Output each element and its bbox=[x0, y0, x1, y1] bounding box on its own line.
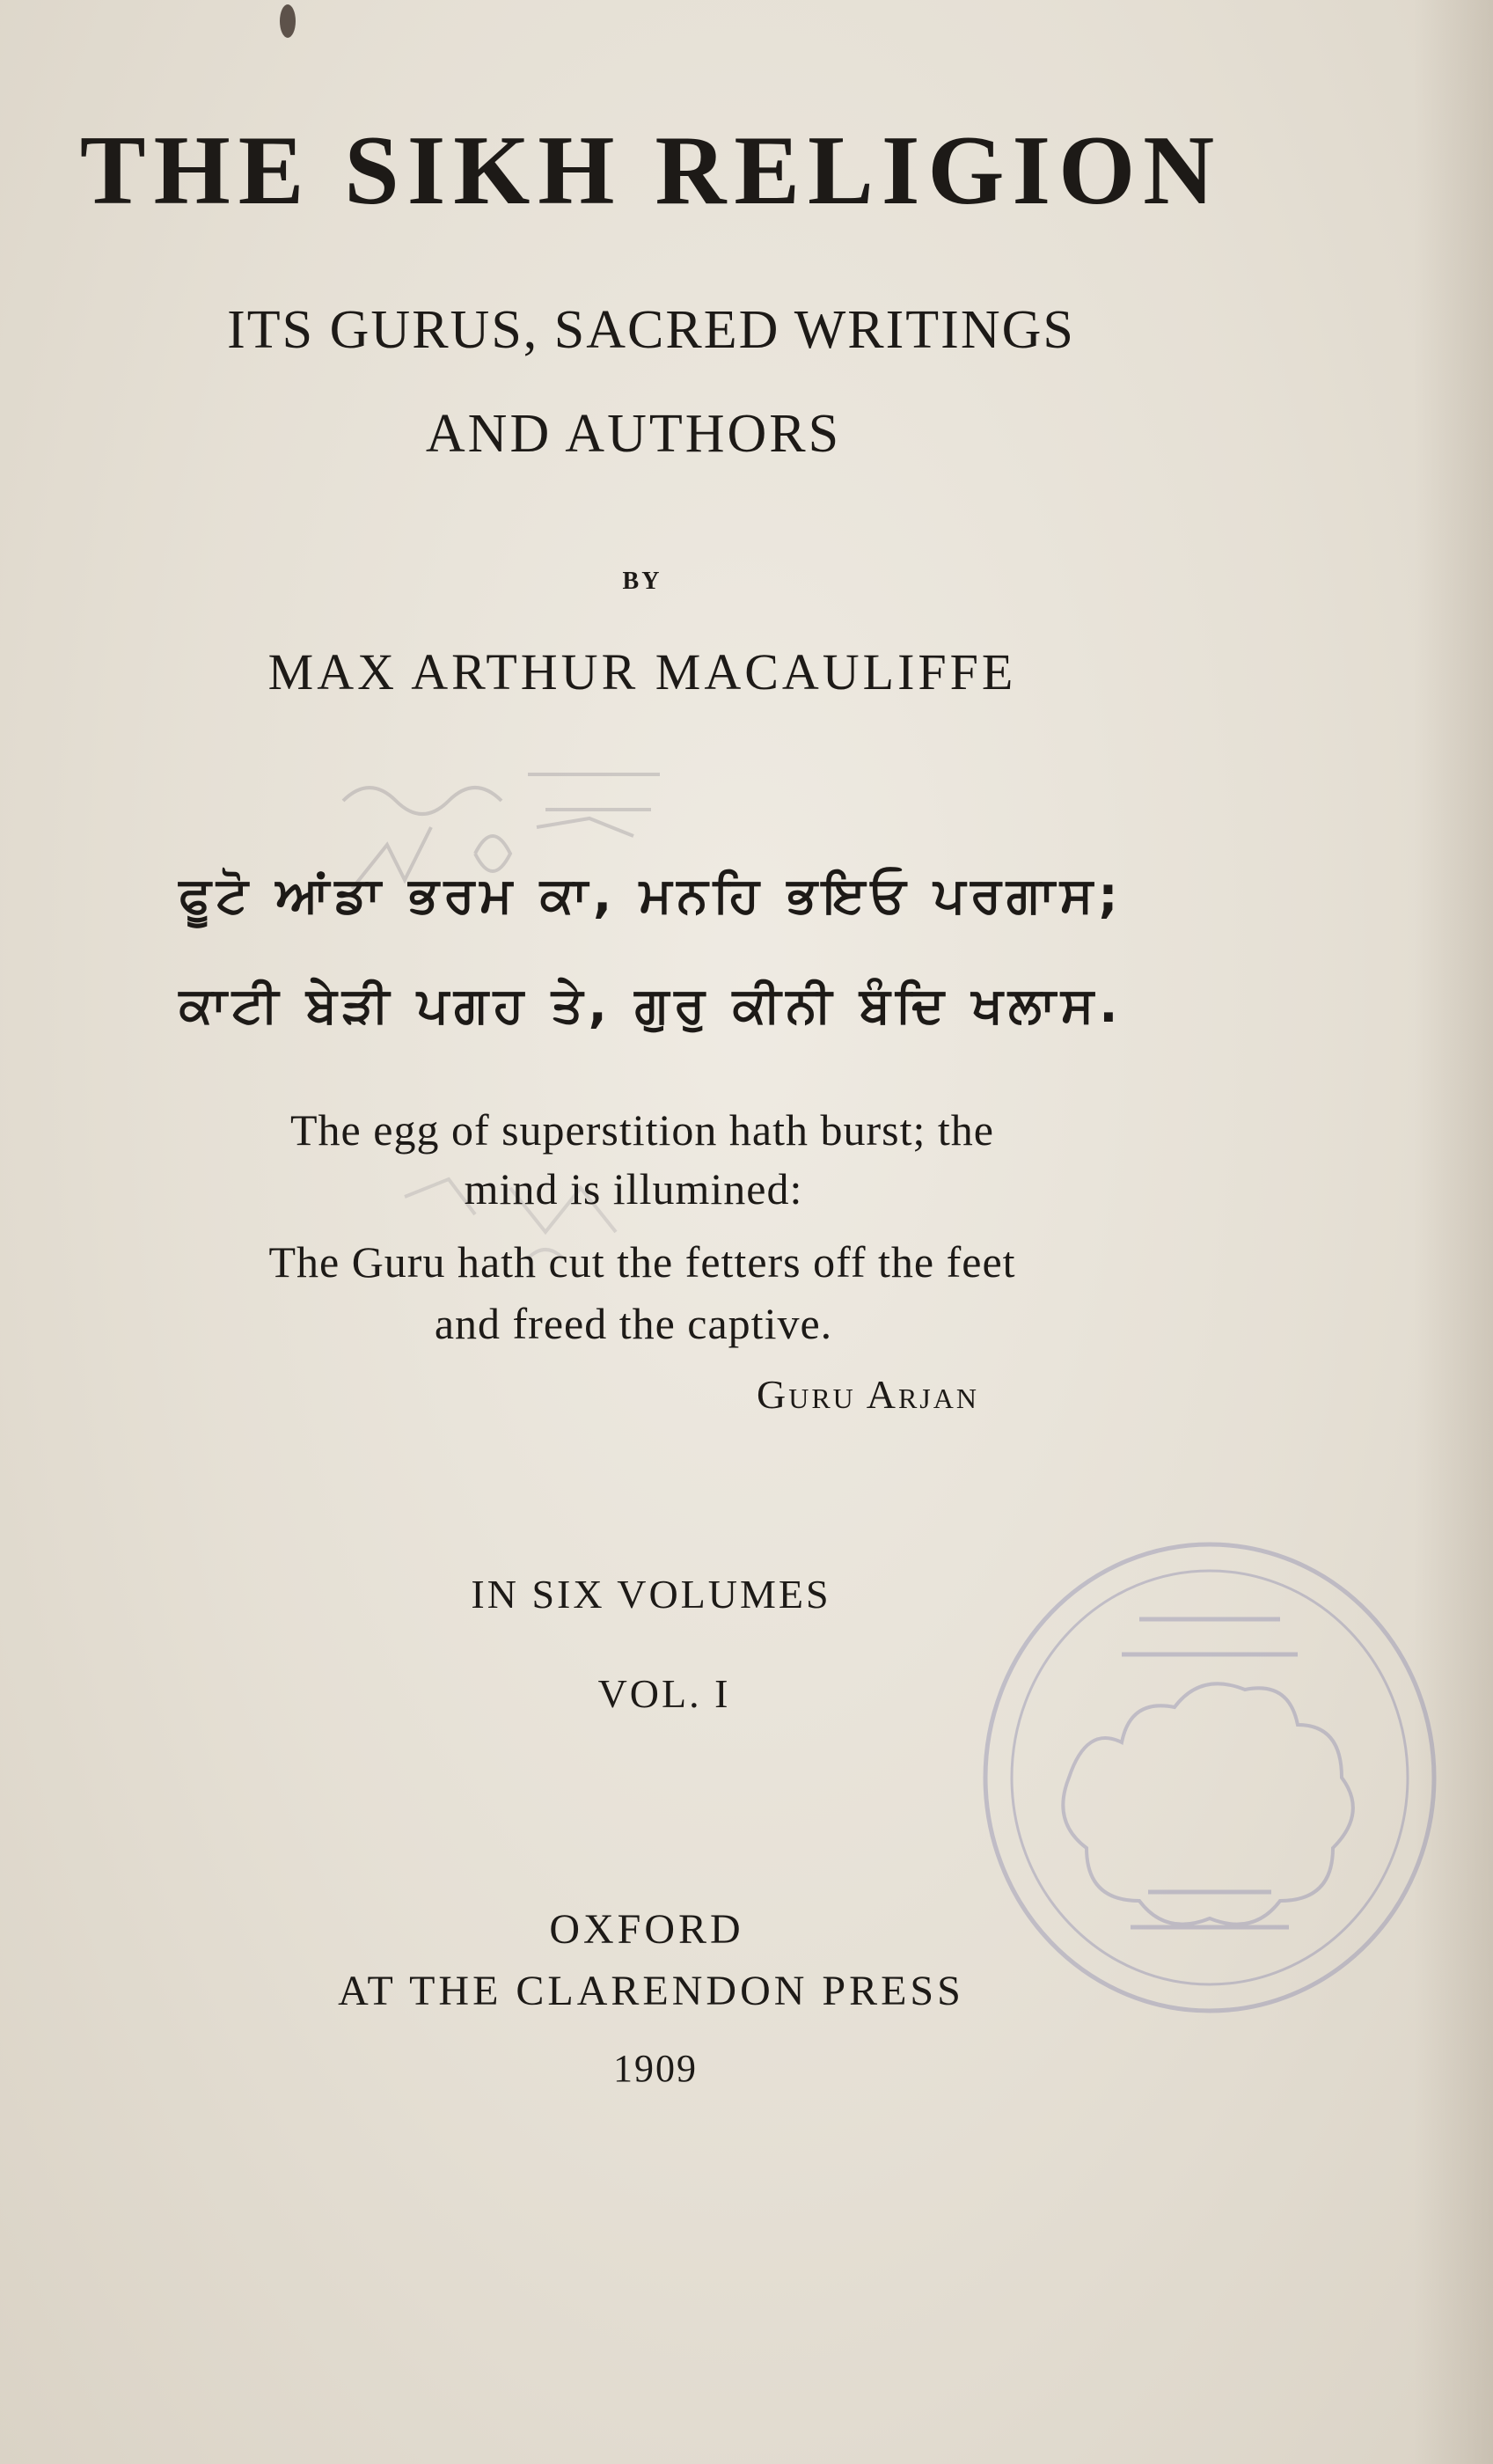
volume-count: IN SIX VOLUMES bbox=[471, 1572, 831, 1617]
translation-line-2: mind is illumined: bbox=[464, 1164, 803, 1214]
library-seal-stamp bbox=[963, 1514, 1456, 2042]
verse-attribution: Guru Arjan bbox=[757, 1372, 979, 1417]
translation-line-1: The egg of superstition hath burst; the bbox=[290, 1105, 994, 1155]
translation-line-4: and freed the captive. bbox=[434, 1299, 833, 1348]
gurmukhi-verse-line-1: ਫੂਟੋ ਆਂਡਾ ਭਰਮ ਕਾ, ਮਨਹਿ ਭਇਓ ਪਰਗਾਸ; bbox=[179, 867, 1123, 924]
ink-blot bbox=[280, 4, 296, 38]
publication-year: 1909 bbox=[613, 2047, 698, 2090]
translation-line-3: The Guru hath cut the fetters off the feet bbox=[268, 1237, 1016, 1287]
subtitle-line-2: AND AUTHORS bbox=[425, 404, 842, 464]
publisher-name: AT THE CLARENDON PRESS bbox=[338, 1968, 964, 2014]
by-label: BY bbox=[622, 568, 662, 595]
publisher-city: OXFORD bbox=[549, 1906, 744, 1953]
book-title: THE SIKH RELIGION bbox=[79, 116, 1223, 225]
gurmukhi-verse-line-2: ਕਾਟੀ ਬੇੜੀ ਪਗਹ ਤੇ, ਗੁਰੁ ਕੀਨੀ ਬੰਦਿ ਖਲਾਸ. bbox=[179, 977, 1123, 1034]
volume-number: VOL. I bbox=[597, 1671, 731, 1716]
author-name: MAX ARTHUR MACAULIFFE bbox=[267, 643, 1017, 700]
page-edge-shadow bbox=[1414, 0, 1493, 2464]
subtitle-line-1: ITS GURUS, SACRED WRITINGS bbox=[227, 300, 1075, 360]
